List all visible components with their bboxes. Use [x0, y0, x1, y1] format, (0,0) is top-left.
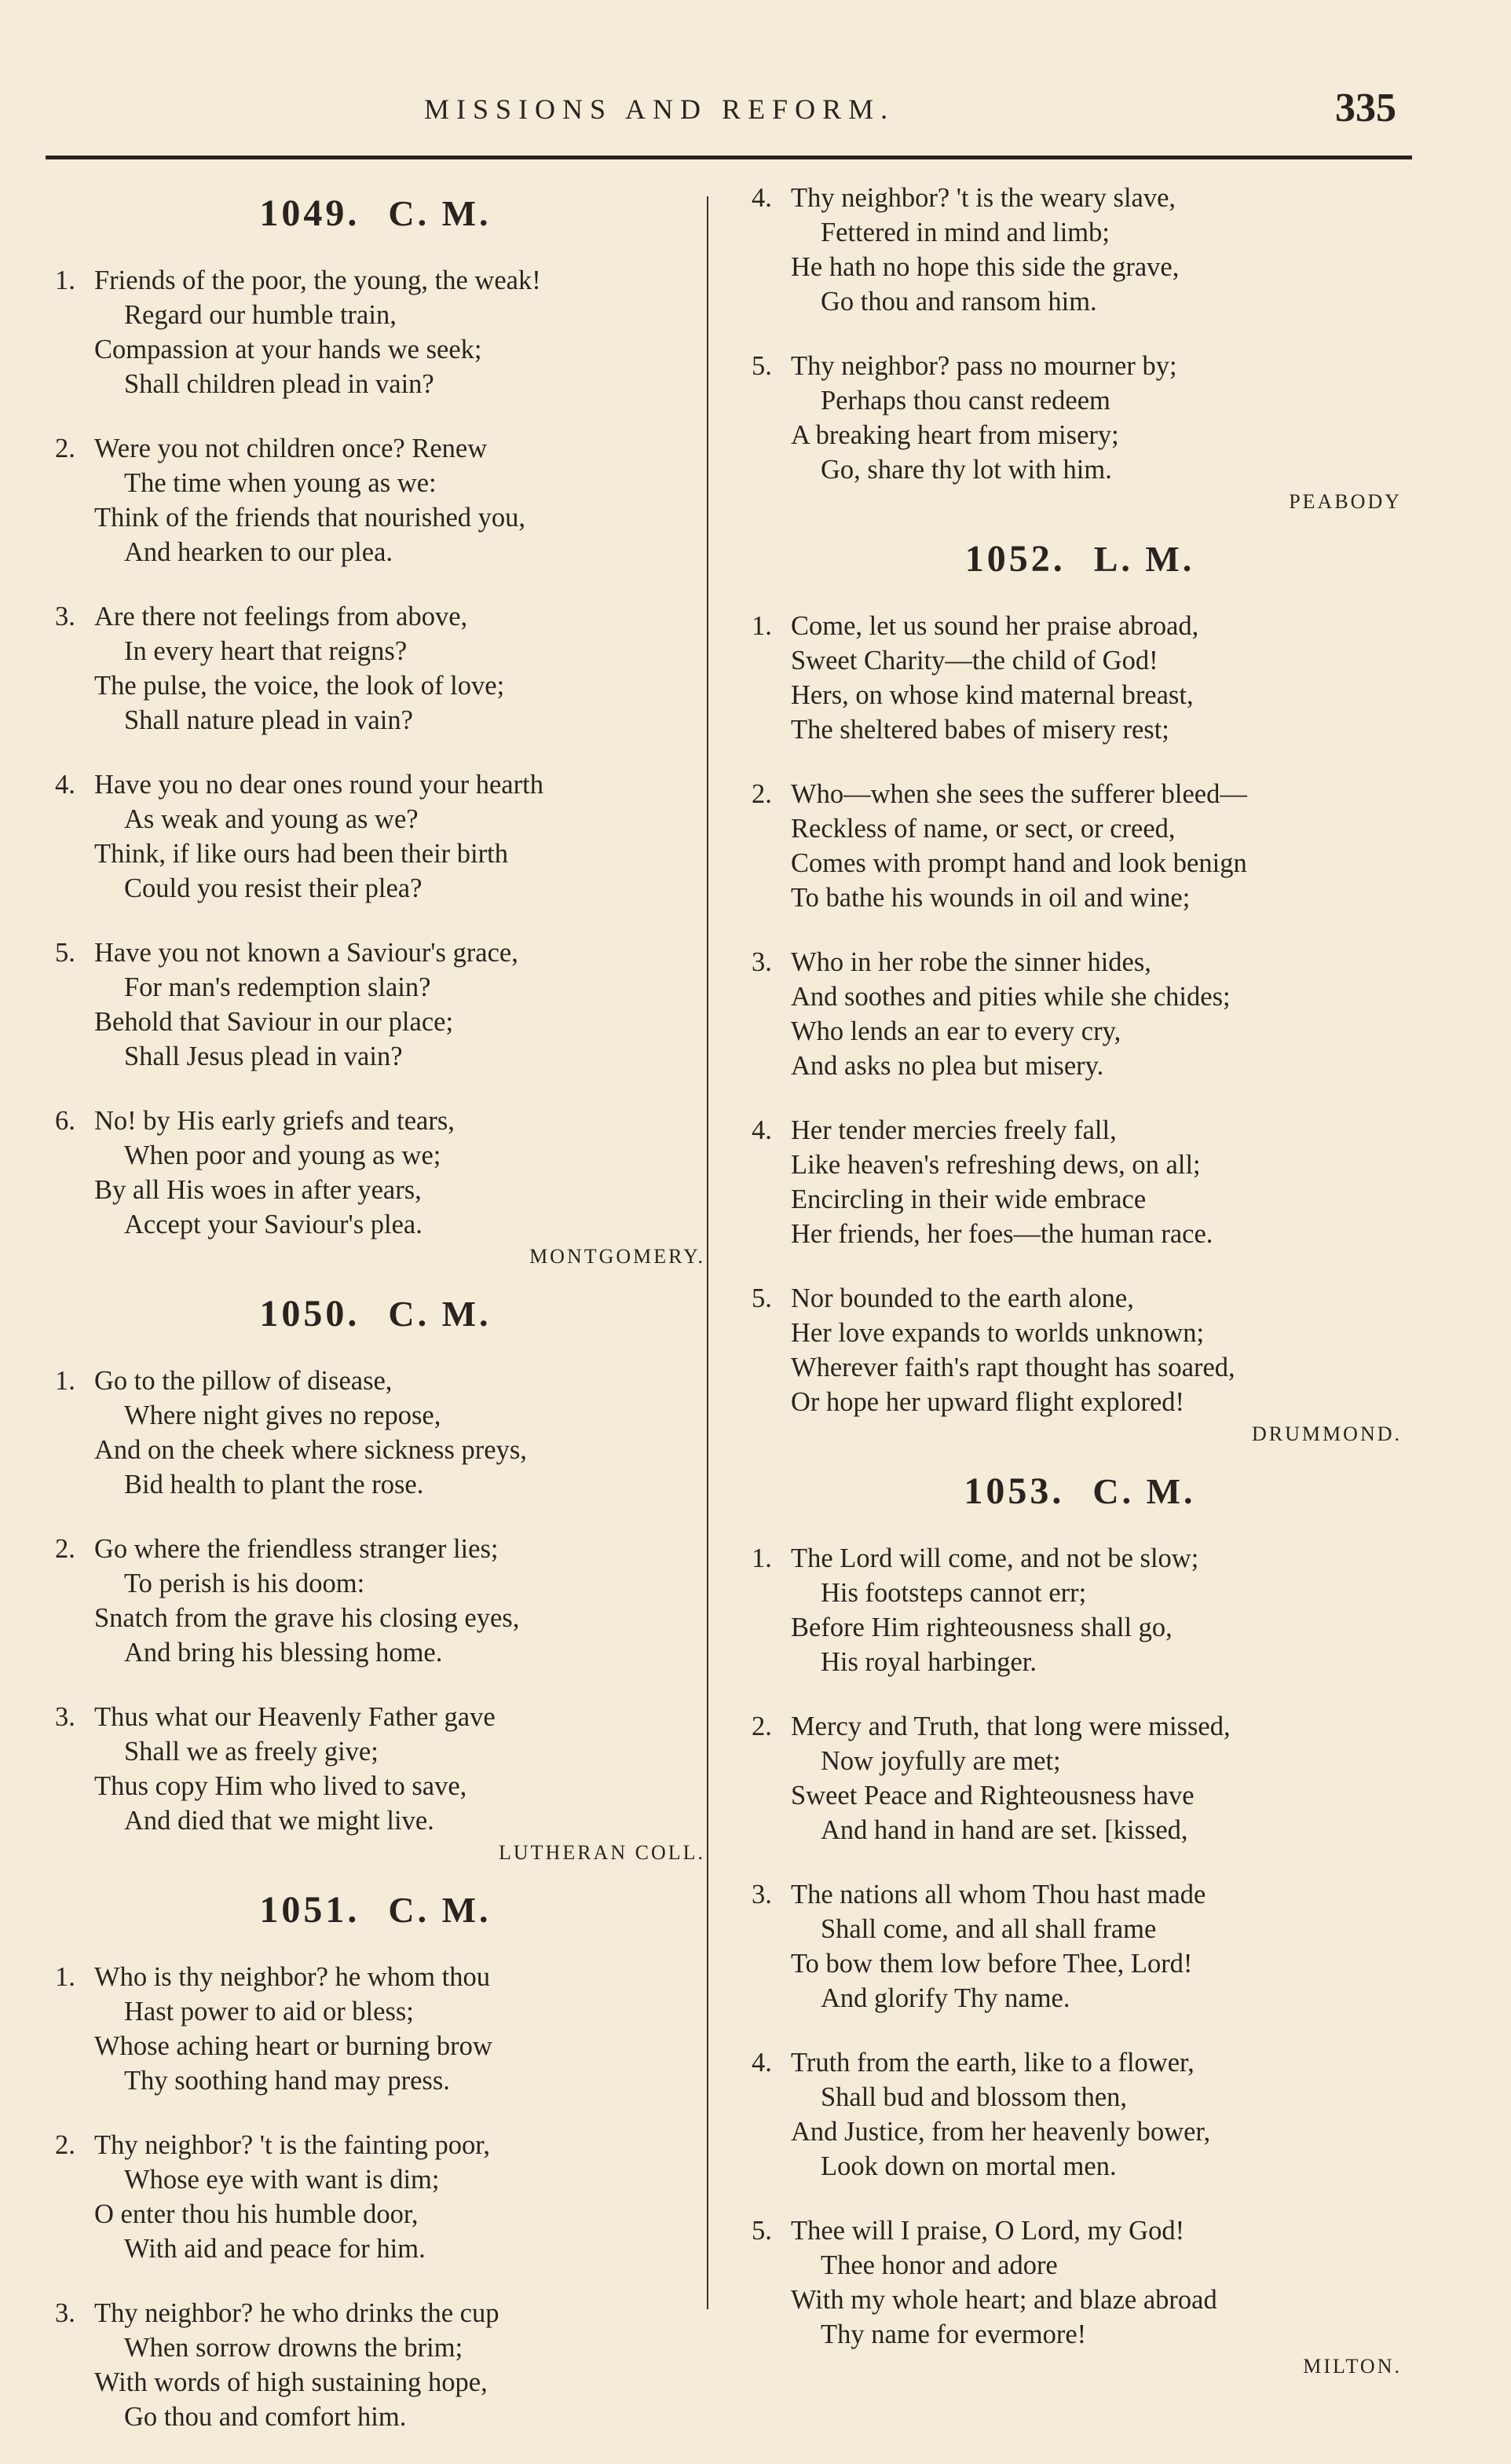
stanza-line	[742, 2045, 1418, 2080]
stanza	[46, 263, 705, 401]
author-attribution: MILTON.	[1303, 2355, 1402, 2378]
stanza-line	[46, 2063, 705, 2098]
line-text: Were you not children once? Renew	[94, 434, 488, 463]
line-text: And hearken to our plea.	[124, 537, 393, 567]
stanza-line	[742, 2149, 1418, 2184]
stanza	[742, 1709, 1418, 1847]
stanza-line	[46, 1104, 705, 1138]
line-text: And soothes and pities while she chides;	[791, 982, 1231, 1012]
stanza-line	[46, 2128, 705, 2162]
line-text: He hath no hope this side the grave,	[791, 252, 1180, 282]
stanza-line	[742, 712, 1418, 747]
author-attribution: DRUMMOND.	[1252, 1422, 1402, 1445]
line-text: The sheltered babes of misery rest;	[791, 715, 1169, 745]
stanza-line	[46, 2232, 705, 2266]
line-text: Go where the friendless stranger lies;	[94, 1534, 499, 1564]
line-text: Thus copy Him who lived to save,	[94, 1771, 467, 1801]
stanza-line	[742, 1217, 1418, 1251]
line-text: Come, let us sound her praise abroad,	[791, 611, 1199, 641]
line-text: Now joyfully are met;	[821, 1746, 1061, 1776]
line-text: Regard our humble train,	[124, 300, 397, 330]
line-text: Mercy and Truth, that long were missed,	[791, 1712, 1231, 1741]
line-text: Have you not known a Saviour's grace,	[94, 938, 518, 968]
stanza-line	[46, 1700, 705, 1734]
line-text: Look down on mortal men.	[821, 2151, 1117, 2181]
stanza	[46, 767, 705, 906]
stanza	[46, 1700, 705, 1838]
line-text: A breaking heart from misery;	[791, 420, 1119, 450]
hymn-number: 1049.	[259, 192, 360, 234]
stanza-line	[742, 846, 1418, 881]
stanza-line	[46, 1601, 705, 1635]
stanza-line	[46, 871, 705, 906]
stanza-number: 2.	[752, 1712, 772, 1741]
page-number: 335	[1335, 86, 1396, 130]
stanza-number: 3.	[55, 602, 75, 632]
stanza-line	[46, 1173, 705, 1207]
stanza-number: 5.	[752, 2216, 772, 2246]
line-text: Thy neighbor? 't is the fainting poor,	[94, 2130, 491, 2160]
line-text: Thy neighbor? 't is the weary slave,	[791, 183, 1176, 213]
stanza-line	[46, 1532, 705, 1566]
stanza	[46, 1104, 705, 1242]
line-text: Think of the friends that nourished you,	[94, 503, 526, 533]
stanza-line	[742, 1049, 1418, 1083]
stanza-number: 2.	[55, 434, 75, 463]
stanza-number: 1.	[55, 265, 75, 295]
column-divider	[707, 196, 708, 2309]
line-text: Thee will I praise, O Lord, my God!	[791, 2216, 1185, 2246]
stanza-line	[46, 1207, 705, 1242]
stanza-line	[742, 1912, 1418, 1946]
hymn-heading	[46, 192, 705, 235]
stanza-number: 2.	[752, 779, 772, 809]
stanza-line	[742, 678, 1418, 712]
hymn-number: 1052.	[964, 538, 1066, 580]
stanza-line	[742, 250, 1418, 284]
line-text: Before Him righteousness shall go,	[791, 1613, 1173, 1642]
stanza-line	[742, 2114, 1418, 2149]
line-text: Thus what our Heavenly Father gave	[94, 1702, 496, 1732]
stanza-number: 3.	[752, 1880, 772, 1909]
stanza-line	[46, 599, 705, 634]
stanza-line	[742, 2317, 1418, 2352]
stanza-number: 6.	[55, 1106, 75, 1136]
line-text: Hers, on whose kind maternal breast,	[791, 680, 1194, 710]
stanza-line	[46, 2162, 705, 2197]
stanza	[742, 2045, 1418, 2184]
line-text: Have you no dear ones round your hearth	[94, 770, 543, 800]
line-text: Thee honor and adore	[821, 2250, 1058, 2280]
stanza-line	[46, 1433, 705, 1467]
author-attribution: MONTGOMERY.	[529, 1245, 705, 1268]
line-text: Sweet Peace and Righteousness have	[791, 1781, 1195, 1810]
stanza-line	[46, 703, 705, 738]
line-text: Truth from the earth, like to a flower,	[791, 2048, 1195, 2078]
line-text: His footsteps cannot err;	[821, 1578, 1087, 1608]
stanza	[46, 599, 705, 738]
line-text: Reckless of name, or sect, or creed,	[791, 814, 1176, 844]
line-text: No! by His early griefs and tears,	[94, 1106, 455, 1136]
stanza-number: 4.	[752, 2048, 772, 2078]
stanza-line	[742, 881, 1418, 915]
line-text: Shall come, and all shall frame	[821, 1914, 1157, 1944]
running-title: MISSIONS AND REFORM.	[424, 93, 895, 125]
stanza	[46, 1364, 705, 1502]
stanza-line	[46, 2400, 705, 2434]
line-text: Wherever faith's rapt thought has soared,	[791, 1353, 1235, 1382]
stanza-line	[742, 1385, 1418, 1419]
line-text: Encircling in their wide embrace	[791, 1184, 1147, 1214]
stanza	[742, 777, 1418, 915]
line-text: Thy name for evermore!	[821, 2319, 1087, 2349]
line-text: Go to the pillow of disease,	[94, 1366, 393, 1396]
stanza-line	[742, 418, 1418, 452]
line-text: Whose eye with want is dim;	[124, 2165, 440, 2195]
hymn-meter: C. M.	[388, 1890, 492, 1930]
stanza-line	[742, 1014, 1418, 1049]
stanza-line	[46, 668, 705, 703]
stanza-line	[46, 1467, 705, 1502]
hymn-meter: C. M.	[388, 1294, 492, 1334]
stanza-line	[46, 1960, 705, 1994]
line-text: Who lends an ear to every cry,	[791, 1016, 1121, 1046]
line-text: Shall Jesus plead in vain?	[124, 1042, 403, 1071]
stanza-line	[46, 1769, 705, 1803]
line-text: Where night gives no repose,	[124, 1400, 441, 1430]
line-text: Sweet Charity—the child of God!	[791, 646, 1158, 675]
stanza	[46, 1960, 705, 2098]
stanza-number: 1.	[752, 611, 772, 641]
stanza-line	[742, 945, 1418, 979]
line-text: Go, share thy lot with him.	[821, 455, 1112, 485]
hymn-meter: L. M.	[1093, 539, 1195, 579]
stanza	[46, 2128, 705, 2266]
stanza-line	[742, 979, 1418, 1014]
stanza-line	[742, 1645, 1418, 1679]
stanza-line	[46, 970, 705, 1005]
stanza-line	[46, 298, 705, 332]
stanza-line	[742, 811, 1418, 846]
stanza-line	[46, 935, 705, 970]
stanza-line	[742, 1182, 1418, 1217]
line-text: Think, if like ours had been their birth	[94, 839, 508, 869]
line-text: Shall nature plead in vain?	[124, 705, 413, 735]
stanza-line	[742, 1946, 1418, 1981]
line-text: By all His woes in after years,	[94, 1175, 422, 1205]
stanza-line	[742, 1148, 1418, 1182]
stanza-line	[742, 1576, 1418, 1610]
line-text: Are there not feelings from above,	[94, 602, 468, 632]
stanza-line	[46, 2330, 705, 2365]
stanza-line	[742, 349, 1418, 383]
line-text: Go thou and comfort him.	[124, 2402, 407, 2432]
stanza-line	[46, 1039, 705, 1074]
line-text: Accept your Saviour's plea.	[124, 1210, 423, 1239]
stanza-line	[742, 2213, 1418, 2248]
line-text: Her tender mercies freely fall,	[791, 1115, 1117, 1145]
stanza-line	[742, 1778, 1418, 1813]
line-text: The pulse, the voice, the look of love;	[94, 671, 505, 701]
line-text: In every heart that reigns?	[124, 636, 408, 666]
line-text: With my whole heart; and blaze abroad	[791, 2285, 1217, 2315]
line-text: Behold that Saviour in our place;	[94, 1007, 454, 1037]
stanza-number: 1.	[752, 1543, 772, 1573]
stanza-line	[46, 2296, 705, 2330]
line-text: Snatch from the grave his closing eyes,	[94, 1603, 520, 1633]
stanza-line	[46, 634, 705, 668]
line-text: When poor and young as we;	[124, 1140, 441, 1170]
line-text: To bow them low before Thee, Lord!	[791, 1949, 1193, 1979]
stanza-line	[46, 2029, 705, 2063]
line-text: The time when young as we:	[124, 468, 437, 498]
line-text: Nor bounded to the earth alone,	[791, 1283, 1134, 1313]
line-text: Whose aching heart or burning brow	[94, 2031, 492, 2061]
stanza-line	[742, 2283, 1418, 2317]
stanza-line	[742, 284, 1418, 319]
stanza-line	[742, 383, 1418, 418]
hymn-heading	[742, 1470, 1418, 1513]
stanza	[742, 609, 1418, 747]
stanza-number: 2.	[55, 2130, 75, 2160]
stanza	[742, 349, 1418, 487]
stanza-line	[742, 215, 1418, 250]
line-text: And asks no plea but misery.	[791, 1051, 1104, 1081]
line-text: Who—when she sees the sufferer bleed—	[791, 779, 1247, 809]
stanza-line	[46, 535, 705, 569]
stanza-line	[46, 332, 705, 367]
stanza	[46, 2296, 705, 2434]
line-text: Like heaven's refreshing dews, on all;	[791, 1150, 1201, 1180]
stanza-number: 1.	[55, 1366, 75, 1396]
stanza-number: 3.	[55, 2298, 75, 2328]
line-text: Fettered in mind and limb;	[821, 218, 1110, 247]
line-text: Who is thy neighbor? he whom thou	[94, 1962, 491, 1992]
stanza-number: 3.	[752, 947, 772, 977]
line-text: When sorrow drowns the brim;	[124, 2333, 463, 2363]
line-text: And on the cheek where sickness preys,	[94, 1435, 527, 1465]
line-text: Perhaps thou canst redeem	[821, 386, 1110, 416]
stanza-number: 5.	[55, 938, 75, 968]
author-attribution: LUTHERAN COLL.	[499, 1841, 705, 1864]
author-attribution: PEABODY	[1289, 490, 1402, 513]
line-text: Go thou and ransom him.	[821, 287, 1097, 317]
stanza-line	[742, 2248, 1418, 2283]
stanza-line	[46, 1138, 705, 1173]
stanza-line	[742, 1350, 1418, 1385]
right-column	[742, 181, 1418, 2402]
line-text: And hand in hand are set. [kissed,	[821, 1815, 1188, 1845]
stanza-line	[742, 1981, 1418, 2016]
stanza-line	[742, 643, 1418, 678]
stanza-line	[742, 452, 1418, 487]
stanza-number: 4.	[55, 770, 75, 800]
stanza-line	[46, 1994, 705, 2029]
stanza-line	[46, 367, 705, 401]
stanza	[742, 1541, 1418, 1679]
line-text: To bathe his wounds in oil and wine;	[791, 883, 1191, 913]
stanza-line	[46, 1635, 705, 1670]
hymn-heading	[742, 537, 1418, 580]
stanza-line	[46, 767, 705, 802]
stanza-line	[46, 431, 705, 466]
line-text: Thy soothing hand may press.	[124, 2066, 450, 2096]
line-text: Thy neighbor? he who drinks the cup	[94, 2298, 499, 2328]
stanza-line	[742, 1541, 1418, 1576]
stanza-number: 3.	[55, 1702, 75, 1732]
stanza-line	[46, 466, 705, 500]
stanza-line	[742, 1281, 1418, 1316]
stanza-line	[46, 1005, 705, 1039]
stanza-line	[46, 2197, 705, 2232]
line-text: Shall bud and blossom then,	[821, 2082, 1128, 2112]
stanza	[742, 2213, 1418, 2352]
stanza-line	[742, 1113, 1418, 1148]
stanza-number: 1.	[55, 1962, 75, 1992]
line-text: The Lord will come, and not be slow;	[791, 1543, 1199, 1573]
line-text: Who in her robe the sinner hides,	[791, 947, 1151, 977]
stanza-line	[46, 1734, 705, 1769]
stanza-line	[742, 1877, 1418, 1912]
stanza-line	[742, 1610, 1418, 1645]
left-column	[46, 181, 705, 2464]
stanza-line	[742, 609, 1418, 643]
line-text: To perish is his doom:	[124, 1569, 365, 1598]
stanza	[742, 181, 1418, 319]
stanza-line	[46, 1364, 705, 1398]
line-text: The nations all whom Thou hast made	[791, 1880, 1206, 1909]
stanza-line	[46, 1566, 705, 1601]
stanza-number: 5.	[752, 351, 772, 381]
header-rule	[46, 156, 1412, 159]
stanza	[46, 1532, 705, 1670]
stanza-line	[46, 263, 705, 298]
stanza	[742, 1877, 1418, 2016]
line-text: Her friends, her foes—the human race.	[791, 1219, 1213, 1249]
stanza-line	[742, 181, 1418, 215]
hymn-number: 1053.	[964, 1470, 1065, 1512]
line-text: Her love expands to worlds unknown;	[791, 1318, 1205, 1348]
stanza-line	[742, 1813, 1418, 1847]
line-text: With aid and peace for him.	[124, 2234, 426, 2264]
hymn-number: 1050.	[259, 1293, 360, 1335]
line-text: Shall children plead in vain?	[124, 369, 434, 399]
stanza	[46, 935, 705, 1074]
stanza-number: 2.	[55, 1534, 75, 1564]
hymn-heading	[46, 1888, 705, 1931]
stanza-line	[46, 837, 705, 871]
line-text: And glorify Thy name.	[821, 1983, 1070, 2013]
stanza	[742, 1281, 1418, 1419]
stanza	[742, 1113, 1418, 1251]
stanza-number: 4.	[752, 1115, 772, 1145]
stanza	[46, 431, 705, 569]
stanza-line	[46, 2365, 705, 2400]
stanza-line	[46, 802, 705, 837]
stanza-line	[46, 1803, 705, 1838]
line-text: Compassion at your hands we seek;	[94, 335, 482, 364]
hymn-heading	[46, 1292, 705, 1335]
line-text: With words of high sustaining hope,	[94, 2367, 488, 2397]
line-text: For man's redemption slain?	[124, 972, 431, 1002]
hymn-meter: C. M.	[388, 193, 492, 233]
stanza-line	[742, 1744, 1418, 1778]
stanza-line	[46, 1398, 705, 1433]
line-text: And Justice, from her heavenly bower,	[791, 2117, 1211, 2147]
hymn-number: 1051.	[259, 1889, 360, 1931]
line-text: Could you resist their plea?	[124, 873, 423, 903]
stanza-line	[46, 500, 705, 535]
stanza-number: 5.	[752, 1283, 772, 1313]
line-text: And died that we might live.	[124, 1806, 434, 1836]
line-text: Shall we as freely give;	[124, 1737, 379, 1767]
stanza-line	[742, 777, 1418, 811]
line-text: Thy neighbor? pass no mourner by;	[791, 351, 1177, 381]
hymn-meter: C. M.	[1092, 1471, 1196, 1511]
line-text: Hast power to aid or bless;	[124, 1997, 414, 2026]
line-text: Friends of the poor, the young, the weak!	[94, 265, 541, 295]
line-text: O enter thou his humble door,	[94, 2199, 419, 2229]
stanza-number: 4.	[752, 183, 772, 213]
stanza-line	[742, 1316, 1418, 1350]
line-text: And bring his blessing home.	[124, 1638, 443, 1668]
stanza-line	[742, 2080, 1418, 2114]
line-text: Bid health to plant the rose.	[124, 1470, 424, 1499]
line-text: As weak and young as we?	[124, 804, 419, 834]
line-text: Or hope her upward flight explored!	[791, 1387, 1185, 1417]
line-text: Comes with prompt hand and look benign	[791, 848, 1247, 878]
stanza-line	[742, 1709, 1418, 1744]
stanza	[742, 945, 1418, 1083]
line-text: His royal harbinger.	[821, 1647, 1037, 1677]
